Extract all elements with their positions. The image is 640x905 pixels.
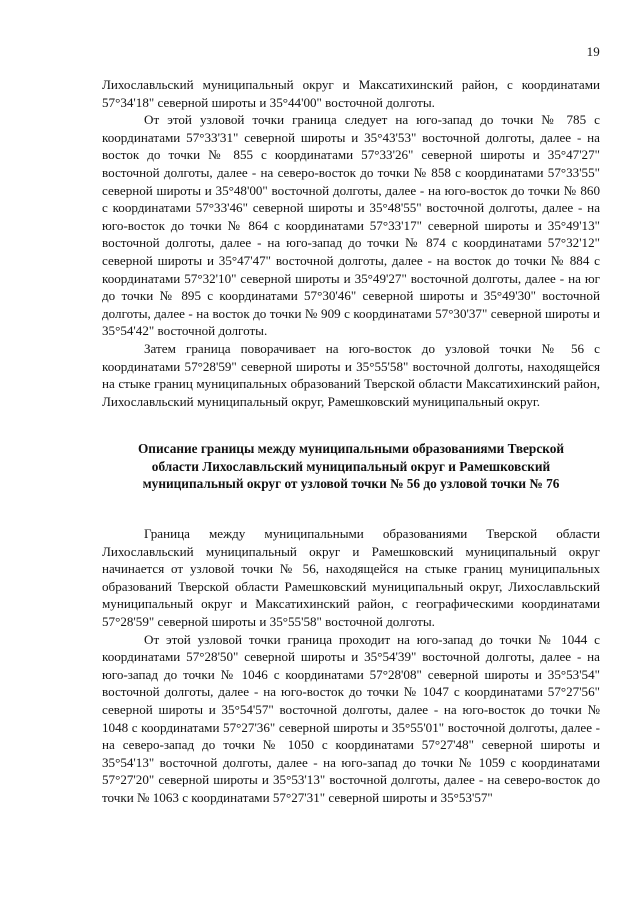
section-heading-line-1: Описание границы между муниципальными образованиями Тверской xyxy=(137,441,565,457)
document-body xyxy=(102,76,600,807)
section-heading-line-3: муниципальный округ от узловой точки № 56 до узловой точки № 76 xyxy=(142,476,560,492)
section-heading xyxy=(102,440,600,493)
page-number: 19 xyxy=(586,44,600,59)
paragraph-continuation: Лихославльский муниципальный округ и Максатихинский район, с координатами 57°34'18" северной широты и 35°44'00" восточной долготы. xyxy=(102,77,600,110)
section-heading-line-2: области Лихославльский муниципальный округ и Рамешковский xyxy=(151,458,551,474)
paragraph-boundary-route-2: От этой узловой точки граница проходит на юго-запад до точки № 1044 с координатами 57°28'50" северной широты и 35°54'39" восточной долготы, далее - на юго-запад до точки № 1046 с координатами 57°28'08" северной широты и 35°53'54" восточной долготы, далее - на юго-восток до точки № 1047 с координатами 57°27'56" северной широты и 35°54'57" восточной долготы, далее - на юго-восток до точки № 1048 с координатами 57°27'36" северной широты и 35°55'01" восточной долготы, далее - на северо-запад до точки № 1050 с координатами 57°27'48" северной широты и 35°54'13" восточной долготы, далее - на юго-запад до точки № 1059 с координатами 57°27'20" северной широты и 35°53'13" восточной долготы, далее - на северо-восток до точки № 1063 с координатами 57°27'31" северной широты и 35°53'57" xyxy=(102,631,600,805)
paragraph-boundary-start: Граница между муниципальными образованиями Тверской области Лихославльский муниципальный округ и Рамешковский муниципальный округ начинается от узловой точки № 56, находящейся на стыке границ муниципальных образований Тверской области Рамешковский муниципальный округ, Лихославльский муниципальный округ и Максатихинский район, с географическими координатами 57°28'59" северной широты и 35°55'58" восточной долготы. xyxy=(102,526,600,630)
paragraph-boundary-route: От этой узловой точки граница следует на юго-запад до точки № 785 с координатами 57°33'31" северной широты и 35°43'53" восточной долготы, далее - на восток до точки № 855 с координатами 57°33'26" северной широты и 35°47'27" восточной долготы, далее - на северо-восток до точки № 858 с координатами 57°33'55" северной широты и 35°48'00" восточной долготы, далее - на юго-восток до точки № 860 с координатами 57°33'46" северной широты и 35°48'55" восточной долготы, далее - на юго-восток до точки № 864 с координатами 57°33'17" северной широты и 35°49'13" восточной долготы, далее - на юго-запад до точки № 874 с координатами 57°32'12" северной широты и 35°47'47" восточной долготы, далее - на восток до точки № 884 с координатами 57°32'10" северной широты и 35°49'27" восточной долготы, далее - на юг до точки № 895 с координатами 57°30'46" северной широты и 35°49'30" восточной долготы, далее - на восток до точки № 909 с координатами 57°30'37" северной широты и 35°54'42" восточной долготы. xyxy=(102,112,600,339)
paragraph-boundary-turn: Затем граница поворачивает на юго-восток до узловой точки № 56 с координатами 57°28'59" северной широты и 35°55'58" восточной долготы, находящейся на стыке границ муниципальных образований Тверской области Максатихинский район, Лихославльский муниципальный округ, Рамешковский муниципальный округ. xyxy=(102,340,600,409)
